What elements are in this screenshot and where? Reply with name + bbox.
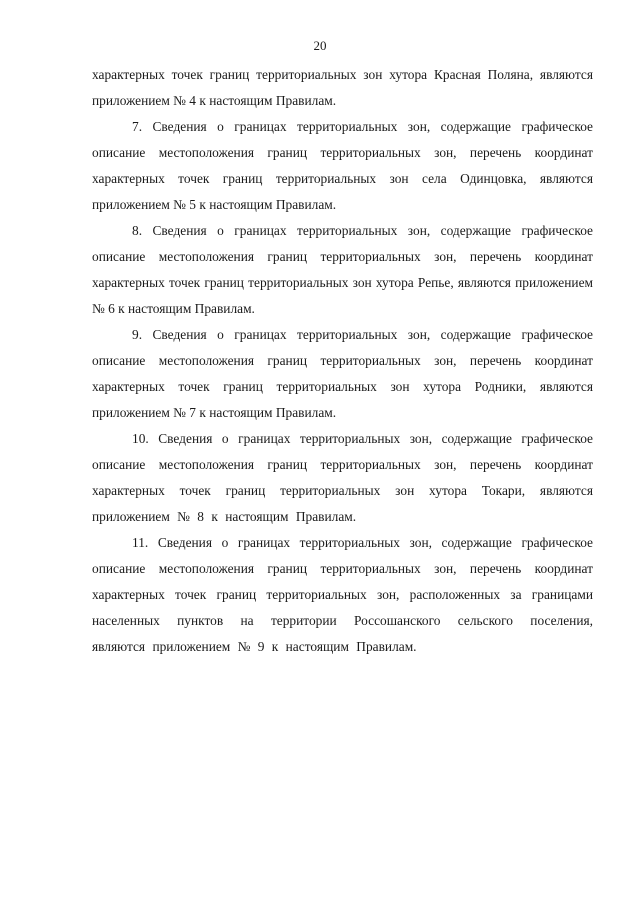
paragraph-item-9: 9. Сведения о границах территориальных зон, содержащие графическое описание местоположения границ территориальных зон, перечень координат характерных точек границ территориальных зон хутора Родники, являются приложением № 7 к настоящим Правилам.: [92, 327, 593, 420]
page-number: 20: [313, 38, 327, 53]
paragraph-item-10: 10. Сведения о границах территориальных зон, содержащие графическое описание местоположения границ территориальных зон, перечень координат характерных точек границ территориальных зон хутора Токари, являются приложением № 8 к настоящим Правилам.: [92, 431, 593, 524]
paragraph-item-11: 11. Сведения о границах территориальных зон, содержащие графическое описание местоположения границ территориальных зон, перечень координат характерных точек границ территориальных зон, расположенных за границами населенных пунктов на территории Россошанского сельского поселения, являются приложением № 9 к настоящим Правилам.: [92, 535, 593, 654]
paragraph-item-7: 7. Сведения о границах территориальных зон, содержащие графическое описание местоположения границ территориальных зон, перечень координат характерных точек границ территориальных зон села Одинцовка, являются приложением № 5 к настоящим Правилам.: [92, 119, 593, 212]
paragraph-item-8: 8. Сведения о границах территориальных зон, содержащие графическое описание местоположения границ территориальных зон, перечень координат характерных точек границ территориальных зон хутора Репье, являются приложением № 6 к настоящим Правилам.: [92, 223, 593, 316]
document-body: [92, 62, 593, 660]
paragraph-continuation: характерных точек границ территориальных зон хутора Красная Поляна, являются приложением № 4 к настоящим Правилам.: [92, 67, 593, 108]
